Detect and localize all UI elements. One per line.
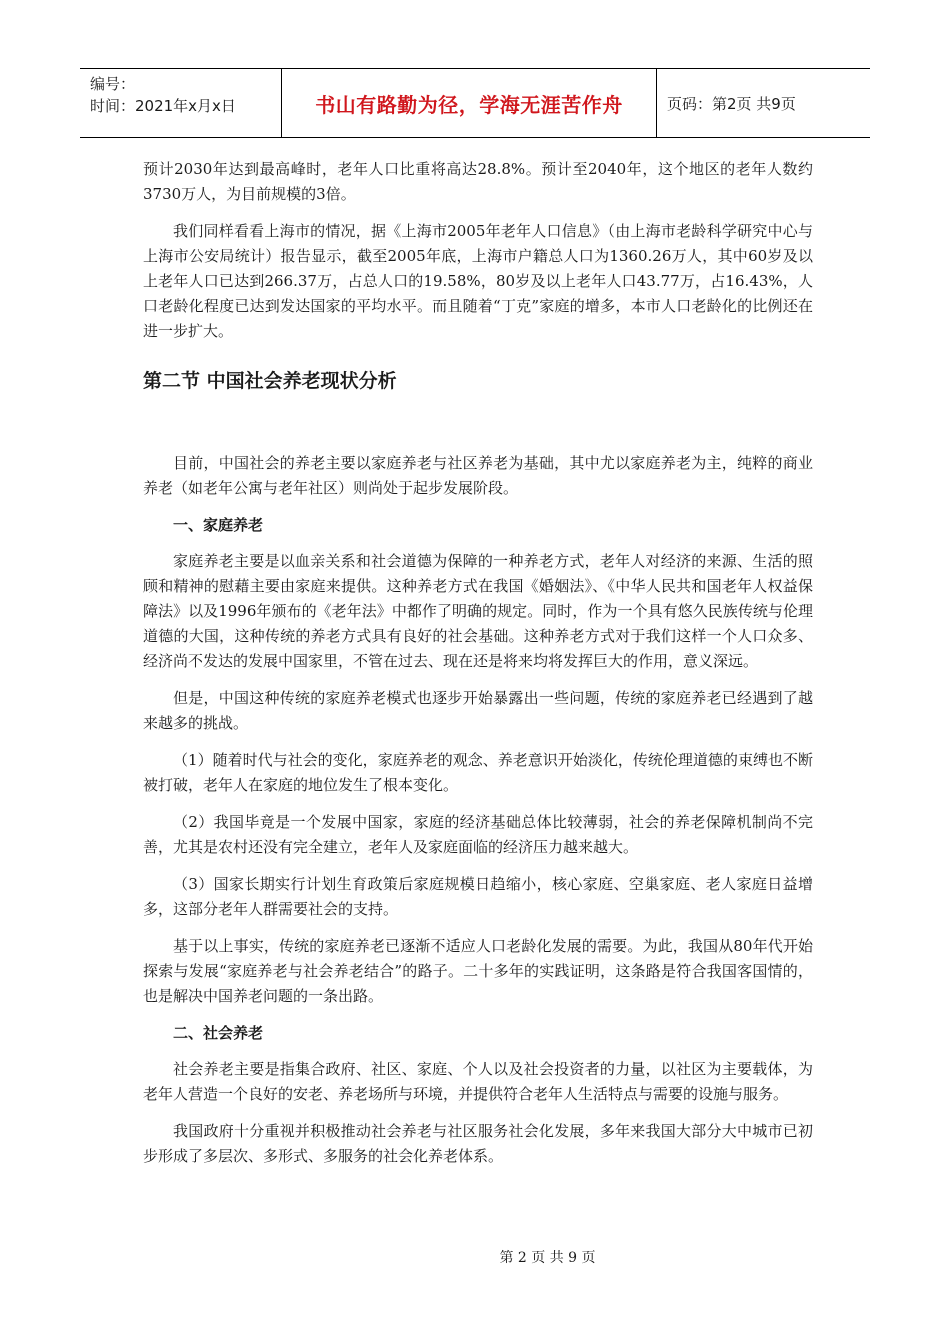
- serial-label: 编号：: [90, 75, 136, 93]
- header-motto-cell: [282, 69, 657, 137]
- paragraph: 我国政府十分重视并积极推动社会养老与社区服务社会化发展，多年来我国大部分大中城市已初步形成了多层次、多形式、多服务的社会化养老体系。: [143, 1122, 813, 1165]
- paragraph: （3）国家长期实行计划生育政策后家庭规模日趋缩小，核心家庭、空巢家庭、老人家庭日益增多，这部分老年人群需要社会的支持。: [143, 875, 813, 918]
- paragraph: 但是，中国这种传统的家庭养老模式也逐步开始暴露出一些问题，传统的家庭养老已经遇到了越来越多的挑战。: [143, 689, 813, 732]
- paragraph: 社会养老主要是指集合政府、社区、家庭、个人以及社会投资者的力量，以社区为主要载体，为老年人营造一个良好的安老、养老场所与环境，并提供符合老年人生活特点与需要的设施与服务。: [143, 1060, 813, 1103]
- subsection-title: 二、社会养老: [173, 1024, 264, 1042]
- paragraph: 基于以上事实，传统的家庭养老已逐渐不适应人口老龄化发展的需要。为此，我国从80年代开始探索与发展“家庭养老与社会养老结合”的路子。二十多年的实践证明，这条路是符合我国客国情的，也是解决中国养老问题的一条出路。: [143, 937, 813, 1005]
- header-page-label: 页码：第2页 共9页: [667, 94, 796, 113]
- subsection-title: 一、家庭养老: [173, 516, 264, 534]
- paragraph: 预计2030年达到最高峰时，老年人口比重将高达28.8%。预计至2040年，这个地区的老年人数约3730万人，为目前规模的3倍。: [143, 160, 813, 203]
- header-motto: 书山有路勤为径，学海无涯苦作舟: [315, 92, 623, 117]
- footer-page-number: 第 2 页 共 9 页: [499, 1250, 596, 1266]
- header-meta: [80, 69, 282, 137]
- document-body: [143, 157, 813, 1181]
- header-page-cell: [657, 69, 870, 137]
- paragraph: 目前，中国社会的养老主要以家庭养老与社区养老为基础，其中尤以家庭养老为主，纯粹的商业养老（如老年公寓与老年社区）则尚处于起步发展阶段。: [143, 454, 813, 497]
- paragraph: 我们同样看看上海市的情况，据《上海市2005年老年人口信息》（由上海市老龄科学研究中心与上海市公安局统计）报告显示，截至2005年底，上海市户籍总人口为1360.26万人，其中60岁及以上老年人口已达到266.37万，占总人口的19.58%，80岁及以上老年人口43.77万，占16.43%，人口老龄化程度已达到发达国家的平均水平。而且随着“丁克”家庭的增多，本市人口老龄化的比例还在进一步扩大。: [143, 222, 813, 340]
- paragraph: （2）我国毕竟是一个发展中国家，家庭的经济基础总体比较薄弱，社会的养老保障机制尚不完善，尤其是农村还没有完全建立，老年人及家庭面临的经济压力越来越大。: [143, 813, 813, 856]
- time-label: 时间：2021年x月x日: [90, 97, 236, 115]
- paragraph: （1）随着时代与社会的变化，家庭养老的观念、养老意识开始淡化，传统伦理道德的束缚也不断被打破，老年人在家庭的地位发生了根本变化。: [143, 751, 813, 794]
- page-footer: [0, 1247, 950, 1267]
- section-title: 第二节 中国社会养老现状分析: [143, 370, 397, 392]
- page-header: [80, 68, 870, 138]
- paragraph: 家庭养老主要是以血亲关系和社会道德为保障的一种养老方式，老年人对经济的来源、生活的照顾和精神的慰藉主要由家庭来提供。这种养老方式在我国《婚姻法》、《中华人民共和国老年人权益保障法》以及1996年颁布的《老年法》中都作了明确的规定。同时，作为一个具有悠久民族传统与伦理道德的大国，这种传统的养老方式具有良好的社会基础。这种养老方式对于我们这样一个人口众多、经济尚不发达的发展中国家里，不管在过去、现在还是将来均将发挥巨大的作用，意义深远。: [143, 552, 813, 670]
